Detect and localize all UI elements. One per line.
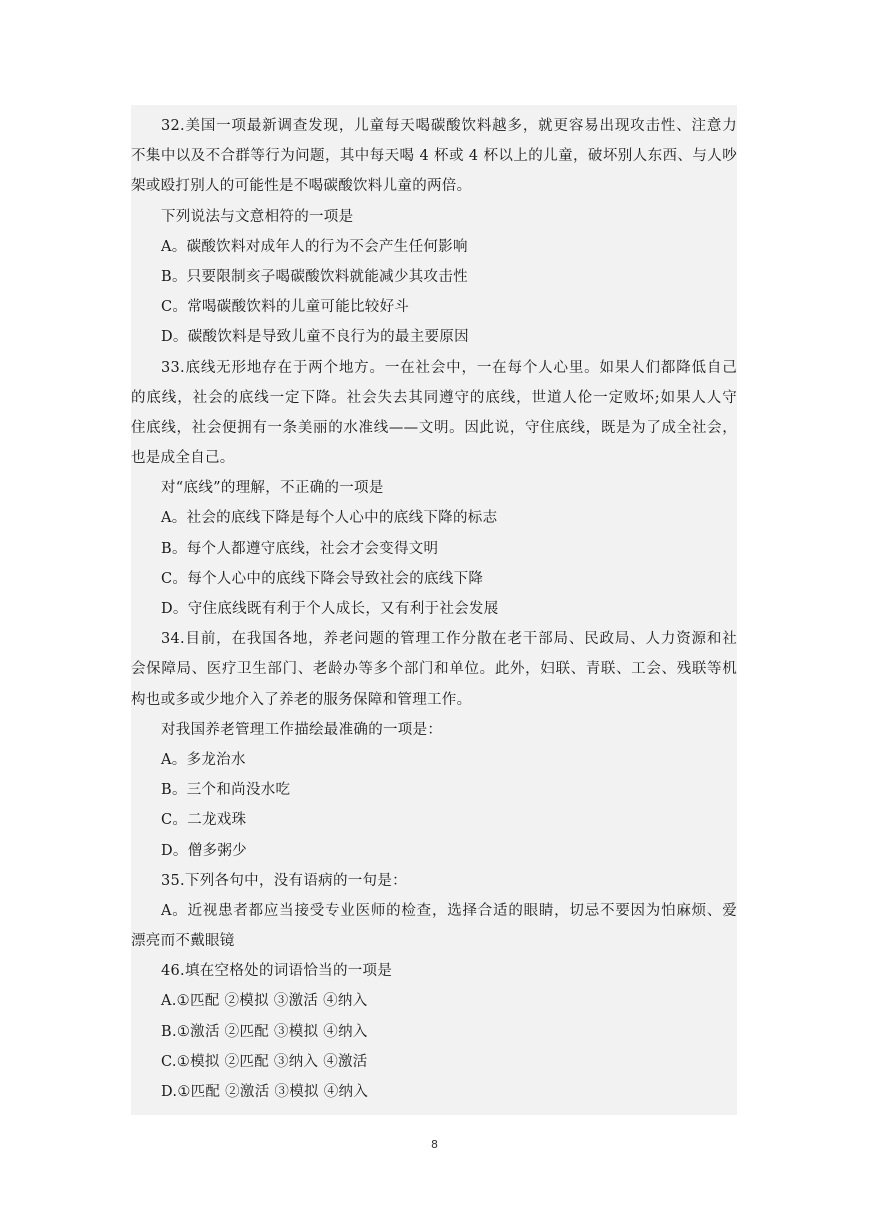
q33-option-c: C。每个人心中的底线下降会导致社会的底线下降 [161,570,484,587]
q46-option-d: D.①匹配 ②激活 ③模拟 ④纳入 [161,1084,369,1100]
q32-question: 下列说法与文意相符的一项是 [161,208,354,225]
q34-option-a: A。多龙治水 [161,751,246,768]
q34-question: 对我国养老管理工作描绘最准确的一项是： [161,721,443,738]
q33-option-d: D。守住底线既有利于个人成长，又有利于社会发展 [161,601,499,617]
q34-option-c: C。二龙戏珠 [161,812,247,829]
page-number: 8 [431,1138,438,1151]
q33-paragraph-line-3: 住底线，社会便拥有一条美丽的水准线——文明。因此说，守住底线，既是为了成全社会， [131,419,737,436]
q34-option-b: B。三个和尚没水吃 [161,782,291,799]
q32-option-a: A。碳酸饮料对成年人的行为不会产生任何影响 [161,238,468,255]
q32-paragraph-line-1: 32.美国一项最新调查发现，儿童每天喝碳酸饮料越多，就更容易出现攻击性、注意力 [161,118,737,134]
q33-option-a: A。社会的底线下降是每个人心中的底线下降的标志 [161,510,498,527]
q35-option-a-line-1: A。近视患者都应当接受专业医师的检查，选择合适的眼睛，切忌不要因为怕麻烦、爱 [161,902,737,919]
q34-paragraph-line-2: 会保障局、医疗卫生部门、老龄办等多个部门和单位。此外，妇联、青联、工会、残联等机 [131,661,737,678]
q46-option-a: A.①匹配 ②模拟 ③激活 ④纳入 [161,993,368,1010]
q33-paragraph-line-4: 也是成全自己。 [131,450,235,467]
q34-paragraph-line-3: 构也或多或少地介入了养老的服务保障和管理工作。 [131,691,472,708]
q32-option-b: B。只要限制亥子喝碳酸饮料就能减少其攻击性 [161,268,468,285]
q32-paragraph-line-2: 不集中以及不合群等行为问题，其中每天喝 4 杯或 4 杯以上的儿童，破坏别人东西、与人吵 [131,148,737,165]
q33-option-b: B。每个人都遵守底线，社会才会变得文明 [161,540,439,557]
content-block [131,105,737,1115]
q46-option-b: B.①激活 ②匹配 ③模拟 ④纳入 [161,1023,368,1040]
q33-paragraph-line-2: 的底线，社会的底线一定下降。社会失去其同遵守的底线，世道人伦一定败坏;如果人人守 [131,389,737,406]
q35-question: 35.下列各句中，没有语病的一句是： [161,872,407,889]
q32-option-c: C。常喝碳酸饮料的儿童可能比较好斗 [161,299,410,316]
q33-paragraph-line-1: 33.底线无形地存在于两个地方。一在社会中，一在每个人心里。如果人们都降低自己 [161,359,737,376]
q34-option-d: D。僧多粥少 [161,842,247,859]
q33-question: 对“底线”的理解，不正确的一项是 [161,480,384,497]
q32-option-d: D。碳酸饮料是导致儿童不良行为的最主要原因 [161,329,469,346]
q46-question: 46.填在空格处的词语恰当的一项是 [161,963,393,980]
q32-paragraph-line-3: 架或殴打别人的可能性是不喝碳酸饮料儿童的两倍。 [131,178,472,195]
q34-paragraph-line-1: 34.目前，在我国各地，养老问题的管理工作分散在老干部局、民政局、人力资源和社 [161,631,737,648]
q35-option-a-line-2: 漂亮而不戴眼镜 [131,933,235,950]
q46-option-c: C.①模拟 ②匹配 ③纳入 ④激活 [161,1053,368,1070]
